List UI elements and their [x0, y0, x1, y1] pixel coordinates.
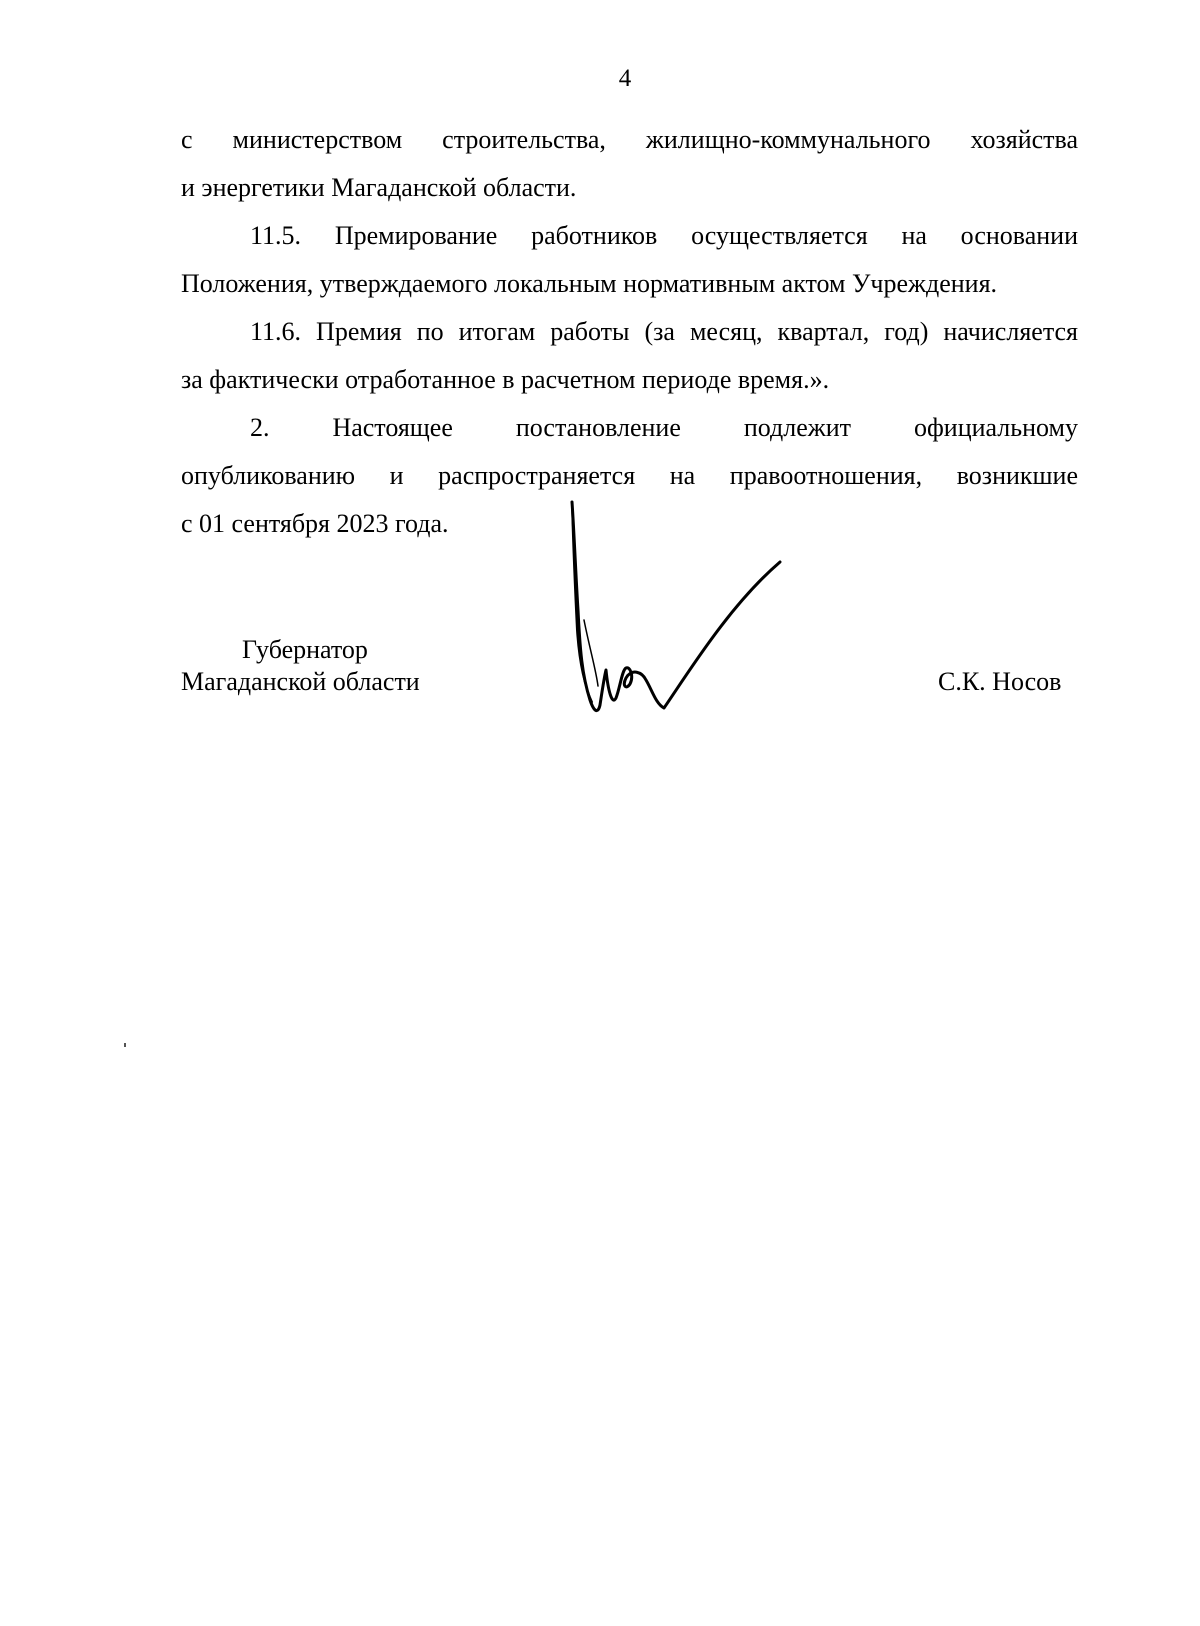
scan-speck	[124, 1043, 126, 1047]
paragraph-4-line-3: с 01 сентября 2023 года.	[181, 509, 449, 538]
page-number: 4	[618, 65, 632, 92]
paragraph-4-line-1: 2. Настоящее постановление подлежит официальному	[250, 413, 1078, 442]
paragraph-2-line-2: Положения, утверждаемого локальным нормативным актом Учреждения.	[181, 269, 998, 298]
signatory-name: С.К. Носов	[938, 667, 1062, 696]
document-body	[181, 116, 1078, 548]
handwritten-signature	[560, 500, 810, 730]
paragraph-1-line-2: и энергетики Магаданской области.	[181, 173, 577, 202]
paragraph-3-line-2: за фактически отработанное в расчетном периоде время.».	[181, 365, 830, 394]
signatory-title-line-2: Магаданской области	[181, 667, 420, 696]
paragraph-2-line-1: 11.5. Премирование работников осуществляется на основании	[250, 221, 1078, 250]
paragraph-1-line-1: с министерством строительства, жилищно-коммунального хозяйства	[181, 125, 1078, 154]
signatory-title-line-1: Губернатор	[242, 635, 368, 664]
paragraph-4-line-2: опубликованию и распространяется на правоотношения, возникшие	[181, 461, 1078, 490]
paragraph-3-line-1: 11.6. Премия по итогам работы (за месяц, квартал, год) начисляется	[250, 317, 1078, 346]
